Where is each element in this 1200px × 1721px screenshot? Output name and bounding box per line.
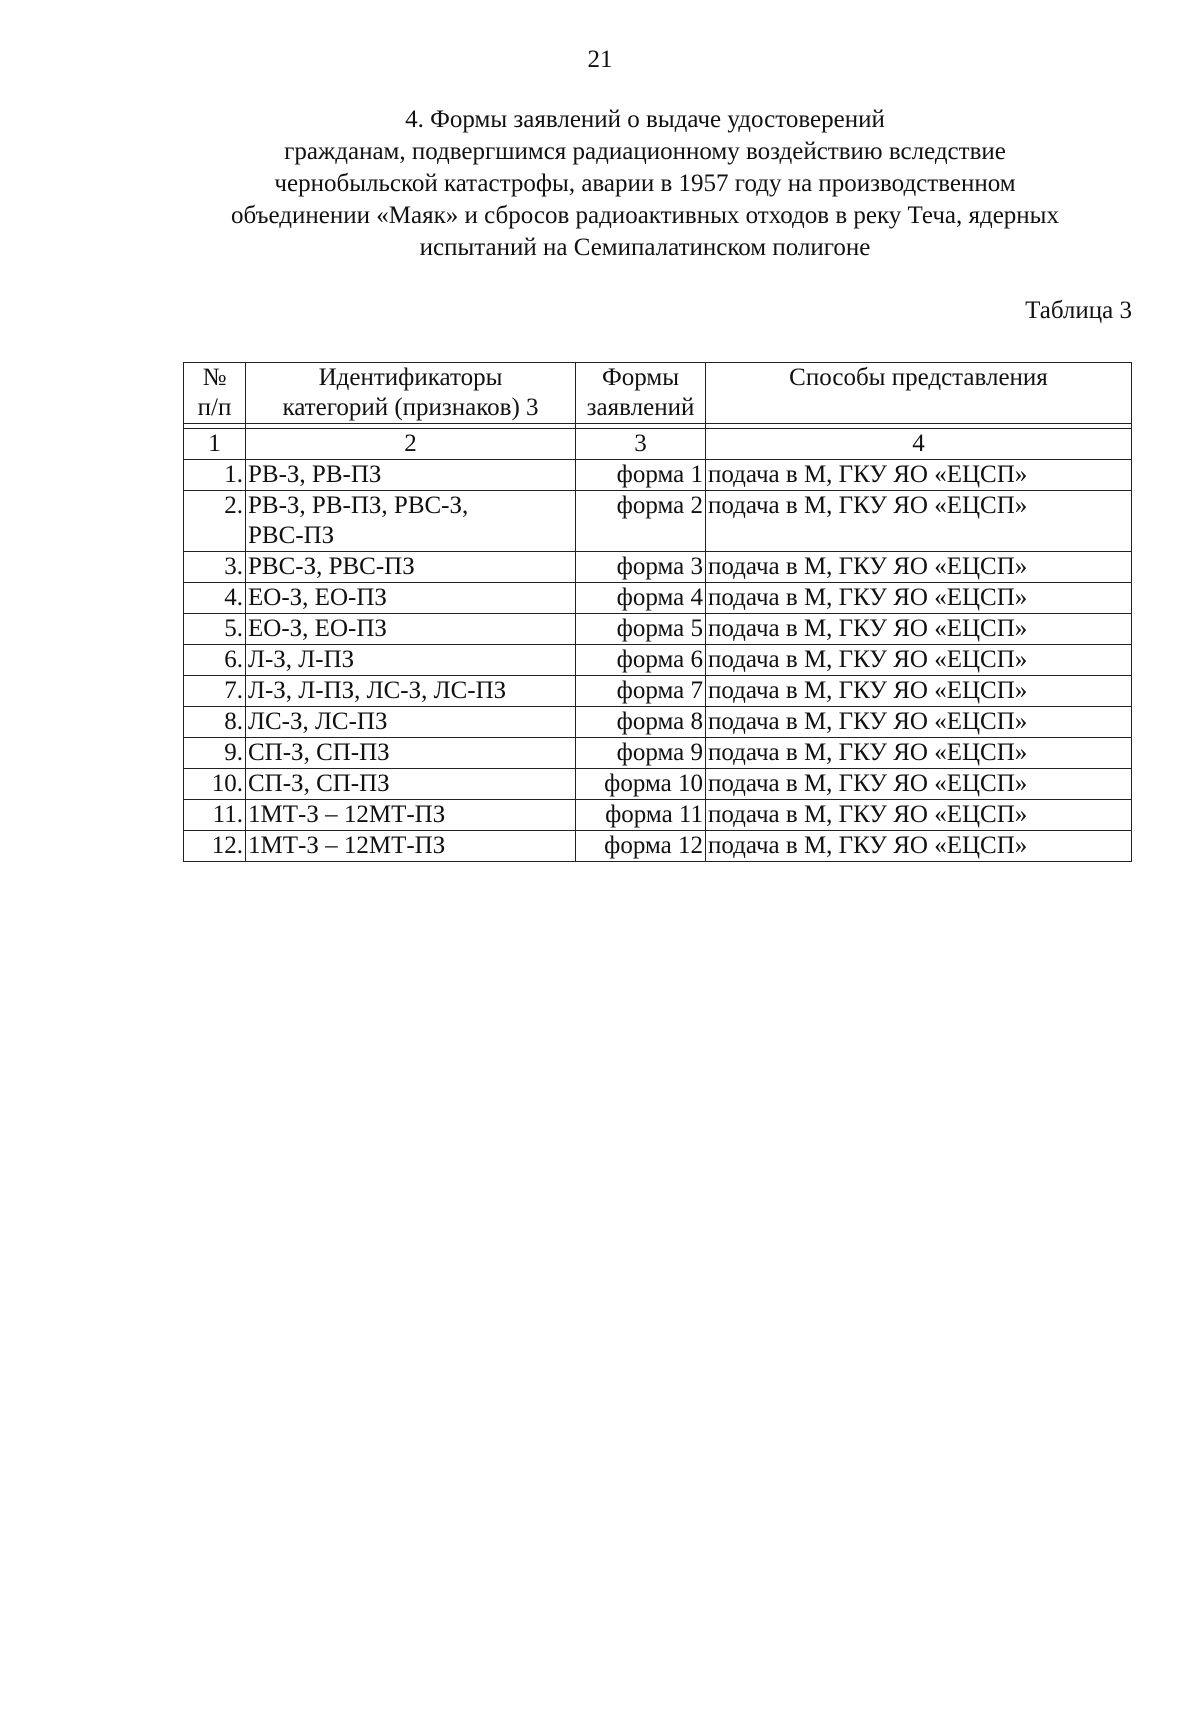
heading-line: чернобыльской катастрофы, аварии в 1957 году на производственном (274, 170, 1016, 197)
column-number: 2 (246, 429, 576, 460)
identifier-line: ЕО-З, ЕО-ПЗ (248, 615, 387, 642)
row-number: 3. (184, 552, 246, 583)
row-form: форма 3 (576, 552, 706, 583)
row-form: форма 6 (576, 645, 706, 676)
row-method: подача в М, ГКУ ЯО «ЕЦСП» (706, 645, 1132, 676)
row-number: 7. (184, 676, 246, 707)
table-row (184, 738, 1132, 769)
row-number: 11. (184, 800, 246, 831)
row-identifiers (246, 676, 576, 707)
row-number: 6. (184, 645, 246, 676)
row-method: подача в М, ГКУ ЯО «ЕЦСП» (706, 460, 1132, 491)
row-form: форма 8 (576, 707, 706, 738)
row-number: 5. (184, 614, 246, 645)
row-form: форма 2 (576, 491, 706, 552)
heading-line: 4. Формы заявлений о выдаче удостоверений (405, 106, 885, 133)
section-heading (150, 104, 1140, 264)
identifier-line: РВС-ПЗ (248, 522, 335, 549)
table-body (184, 424, 1132, 862)
row-number: 2. (184, 491, 246, 552)
row-identifiers (246, 645, 576, 676)
row-method: подача в М, ГКУ ЯО «ЕЦСП» (706, 676, 1132, 707)
row-identifiers (246, 583, 576, 614)
row-number: 9. (184, 738, 246, 769)
row-form: форма 7 (576, 676, 706, 707)
row-identifiers (246, 460, 576, 491)
row-method: подача в М, ГКУ ЯО «ЕЦСП» (706, 738, 1132, 769)
header-line: заявлений (586, 394, 695, 421)
table-row (184, 769, 1132, 800)
identifier-line: РВ-З, РВ-ПЗ (248, 461, 382, 488)
identifier-line: 1МТ-З – 12МТ-ПЗ (248, 832, 446, 859)
column-number: 1 (184, 429, 246, 460)
row-method: подача в М, ГКУ ЯО «ЕЦСП» (706, 769, 1132, 800)
row-form: форма 9 (576, 738, 706, 769)
identifier-line: ЕО-З, ЕО-ПЗ (248, 584, 387, 611)
row-identifiers (246, 491, 576, 552)
identifier-line: Л-З, Л-ПЗ, ЛС-З, ЛС-ПЗ (248, 677, 507, 704)
table-header-row (184, 363, 1132, 424)
row-form: форма 5 (576, 614, 706, 645)
column-number: 3 (576, 429, 706, 460)
row-number: 4. (184, 583, 246, 614)
header-line: Способы представления (789, 364, 1048, 391)
header-forms (576, 363, 706, 424)
column-number: 4 (706, 429, 1132, 460)
table-row (184, 800, 1132, 831)
table-row (184, 676, 1132, 707)
header-identifiers (246, 363, 576, 424)
header-line: категорий (признаков) 3 (282, 394, 539, 421)
table-row (184, 707, 1132, 738)
page-number: 21 (587, 46, 613, 73)
table-row (184, 460, 1132, 491)
row-form: форма 12 (576, 831, 706, 862)
row-number: 8. (184, 707, 246, 738)
header-line: п/п (197, 394, 232, 421)
row-identifiers (246, 831, 576, 862)
header-line: № (202, 364, 227, 391)
row-method: подача в М, ГКУ ЯО «ЕЦСП» (706, 583, 1132, 614)
row-form: форма 4 (576, 583, 706, 614)
row-identifiers (246, 800, 576, 831)
heading-line: объединении «Маяк» и сбросов радиоактивных отходов в реку Теча, ядерных (231, 202, 1059, 229)
identifier-line: СП-З, СП-ПЗ (248, 770, 390, 797)
heading-line: испытаний на Семипалатинском полигоне (419, 234, 871, 261)
column-number-row (184, 429, 1132, 460)
row-method: подача в М, ГКУ ЯО «ЕЦСП» (706, 831, 1132, 862)
forms-table (183, 362, 1132, 862)
row-method: подача в М, ГКУ ЯО «ЕЦСП» (706, 552, 1132, 583)
identifier-line: ЛС-З, ЛС-ПЗ (248, 708, 388, 735)
header-line: Идентификаторы (318, 364, 503, 391)
table-row (184, 645, 1132, 676)
table-row (184, 831, 1132, 862)
header-line: Формы (602, 364, 679, 391)
row-method: подача в М, ГКУ ЯО «ЕЦСП» (706, 614, 1132, 645)
row-identifiers (246, 552, 576, 583)
identifier-line: 1МТ-З – 12МТ-ПЗ (248, 801, 446, 828)
header-number (184, 363, 246, 424)
heading-line: гражданам, подвергшимся радиационному воздействию вследствие (284, 138, 1006, 165)
table-row (184, 491, 1132, 552)
row-form: форма 10 (576, 769, 706, 800)
row-identifiers (246, 769, 576, 800)
header-methods (706, 363, 1132, 424)
row-identifiers (246, 614, 576, 645)
row-number: 12. (184, 831, 246, 862)
identifier-line: СП-З, СП-ПЗ (248, 739, 390, 766)
table-row (184, 614, 1132, 645)
identifier-line: РВС-З, РВС-ПЗ (248, 553, 415, 580)
row-method: подача в М, ГКУ ЯО «ЕЦСП» (706, 800, 1132, 831)
row-identifiers (246, 738, 576, 769)
table-caption: Таблица 3 (1025, 297, 1132, 324)
table-row (184, 583, 1132, 614)
identifier-line: Л-З, Л-ПЗ (248, 646, 355, 673)
table-row (184, 552, 1132, 583)
row-method: подача в М, ГКУ ЯО «ЕЦСП» (706, 707, 1132, 738)
row-method: подача в М, ГКУ ЯО «ЕЦСП» (706, 491, 1132, 552)
row-form: форма 11 (576, 800, 706, 831)
row-identifiers (246, 707, 576, 738)
identifier-line: РВ-З, РВ-ПЗ, РВС-З, (248, 492, 469, 519)
row-number: 1. (184, 460, 246, 491)
row-number: 10. (184, 769, 246, 800)
row-form: форма 1 (576, 460, 706, 491)
